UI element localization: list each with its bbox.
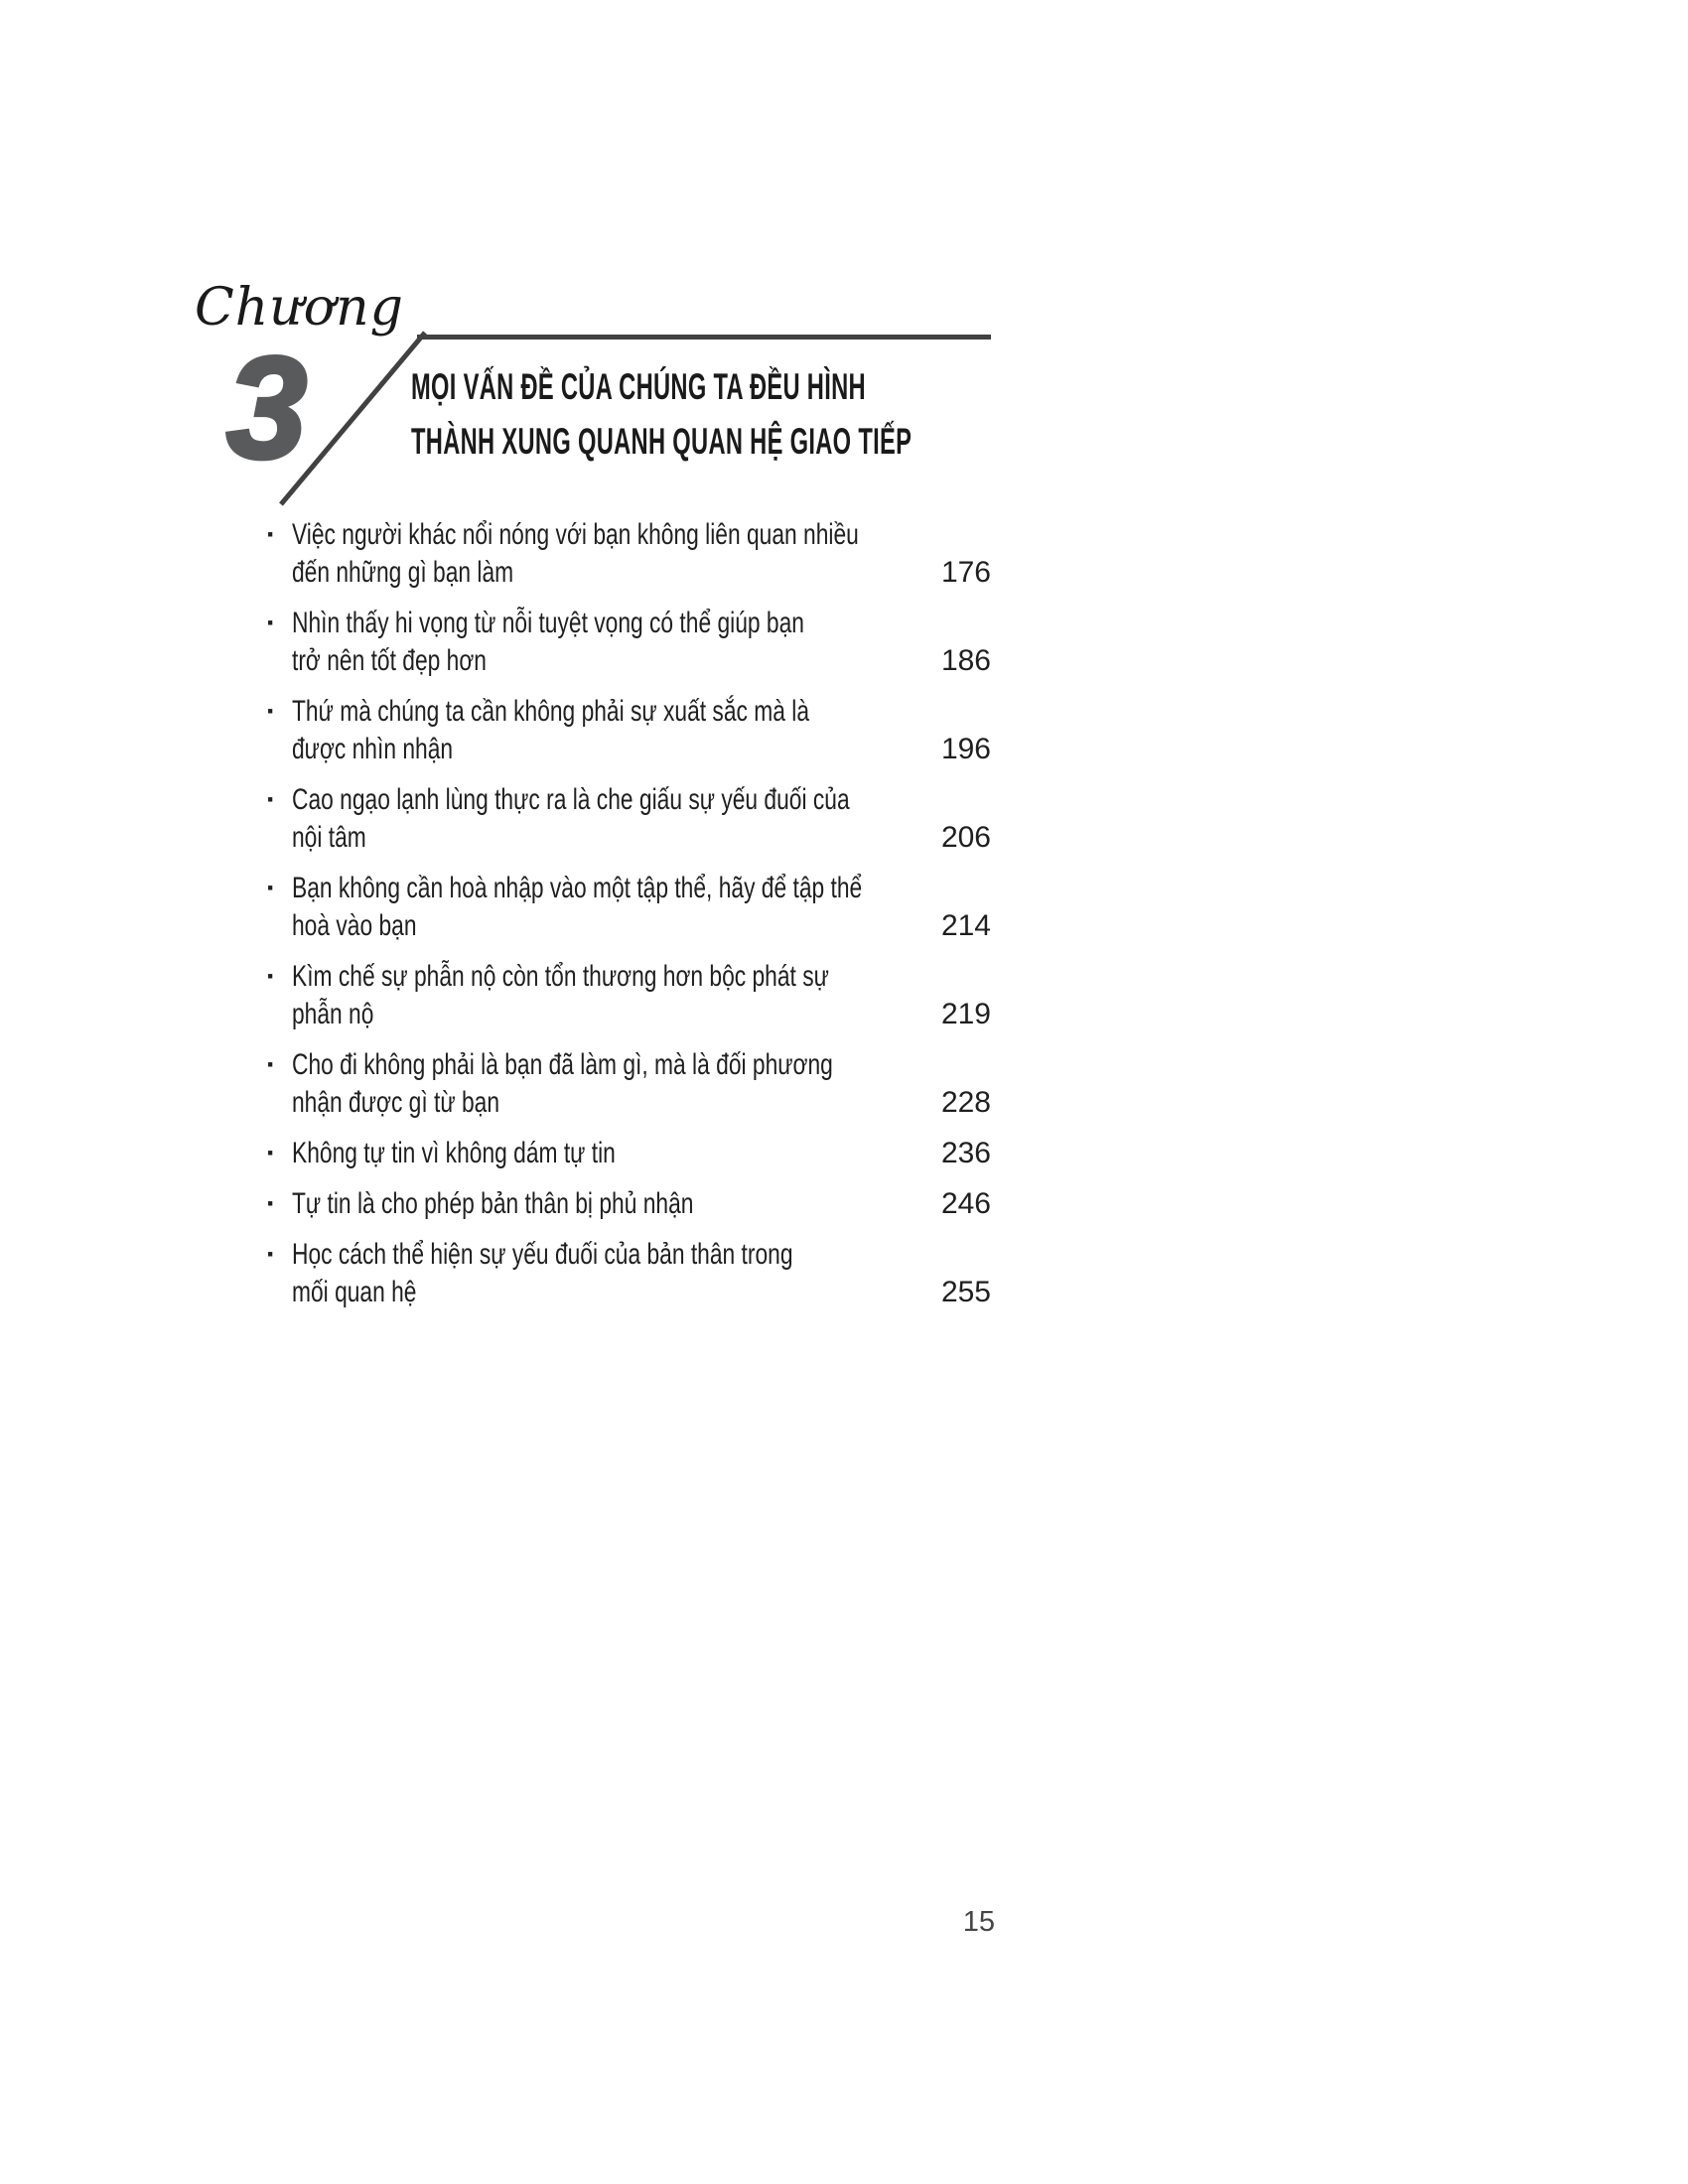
- toc-entry-text: [292, 781, 941, 857]
- toc-entry-text: [292, 1135, 941, 1172]
- toc-page-number: 206: [940, 821, 991, 854]
- chapter-title: [411, 359, 1194, 469]
- toc-list: [266, 516, 991, 1324]
- toc-entry: [266, 693, 991, 768]
- horizontal-rule: [417, 335, 991, 340]
- toc-line-2: nội tâm: [292, 821, 366, 854]
- chapter-title-line-2: THÀNH XUNG QUANH QUAN HỆ GIAO TIẾP: [411, 421, 913, 462]
- bullet-icon: ·: [266, 607, 276, 639]
- toc-page-number: 236: [940, 1137, 991, 1169]
- toc-line-1: Cao ngạo lạnh lùng thực ra là che giấu sự yếu đuối của: [292, 783, 850, 816]
- toc-page-number: 176: [940, 556, 991, 589]
- bullet-icon: ·: [266, 960, 276, 993]
- bullet-icon: ·: [266, 1187, 276, 1220]
- toc-entry-text: [292, 1185, 941, 1223]
- toc-line-2: mối quan hệ: [292, 1276, 417, 1308]
- toc-line-1: Bạn không cần hoà nhập vào một tập thể, hãy để tập thể: [292, 872, 863, 904]
- toc-line-2: nhận được gì từ bạn: [292, 1086, 500, 1119]
- toc-line-1: Học cách thể hiện sự yếu đuối của bản thân trong: [292, 1238, 793, 1271]
- bullet-icon: ·: [266, 518, 276, 551]
- toc-entry: [266, 1185, 991, 1223]
- toc-line-1: Nhìn thấy hi vọng từ nỗi tuyệt vọng có thể giúp bạn: [292, 607, 804, 639]
- toc-entry: [266, 870, 991, 945]
- toc-entry-text: [292, 516, 941, 592]
- bullet-icon: ·: [266, 783, 276, 816]
- toc-line-1: Tự tin là cho phép bản thân bị phủ nhận: [292, 1187, 694, 1220]
- toc-entry: [266, 781, 991, 857]
- toc-page-number: 219: [940, 998, 991, 1030]
- toc-page-number: 186: [940, 644, 991, 677]
- toc-page-number: 196: [940, 733, 991, 765]
- toc-page-number: 255: [940, 1276, 991, 1308]
- toc-line-1: Việc người khác nổi nóng với bạn không liên quan nhiều: [292, 518, 859, 551]
- bullet-icon: ·: [266, 1238, 276, 1271]
- toc-entry-text: [292, 1046, 941, 1122]
- toc-entry: [266, 958, 991, 1033]
- toc-page-number: 246: [940, 1187, 991, 1220]
- toc-entry-text: [292, 605, 941, 680]
- diagonal-rule-icon: [276, 330, 431, 508]
- toc-line-2: trở nên tốt đẹp hơn: [292, 644, 487, 677]
- chapter-number: 3: [226, 327, 308, 488]
- toc-entry-text: [292, 693, 941, 768]
- chapter-label: Chương: [195, 278, 404, 338]
- toc-entry: [266, 605, 991, 680]
- toc-entry-text: [292, 870, 941, 945]
- bullet-icon: ·: [266, 1137, 276, 1169]
- toc-page-number: 228: [940, 1086, 991, 1119]
- toc-entry-text: [292, 958, 941, 1033]
- toc-entry: [266, 1046, 991, 1122]
- toc-line-1: Không tự tin vì không dám tự tin: [292, 1137, 616, 1169]
- toc-line-2: phẫn nộ: [292, 998, 374, 1030]
- chapter-title-line-1: MỌI VẤN ĐỀ CỦA CHÚNG TA ĐỀU HÌNH: [411, 366, 866, 407]
- toc-entry: [266, 1236, 991, 1311]
- toc-entry: [266, 1135, 991, 1172]
- toc-line-1: Cho đi không phải là bạn đã làm gì, mà là đối phương: [292, 1048, 833, 1081]
- toc-line-1: Thứ mà chúng ta cần không phải sự xuất sắc mà là: [292, 695, 810, 728]
- bullet-icon: ·: [266, 695, 276, 728]
- toc-line-2: hoà vào bạn: [292, 909, 417, 942]
- footer-page-number: 15: [962, 1906, 995, 1938]
- toc-line-2: được nhìn nhận: [292, 733, 454, 765]
- toc-entry-text: [292, 1236, 941, 1311]
- toc-line-2: đến những gì bạn làm: [292, 556, 514, 589]
- bullet-icon: ·: [266, 872, 276, 904]
- bullet-icon: ·: [266, 1048, 276, 1081]
- toc-line-1: Kìm chế sự phẫn nộ còn tổn thương hơn bộc phát sự: [292, 960, 829, 993]
- toc-page-number: 214: [940, 909, 991, 942]
- toc-entry: [266, 516, 991, 592]
